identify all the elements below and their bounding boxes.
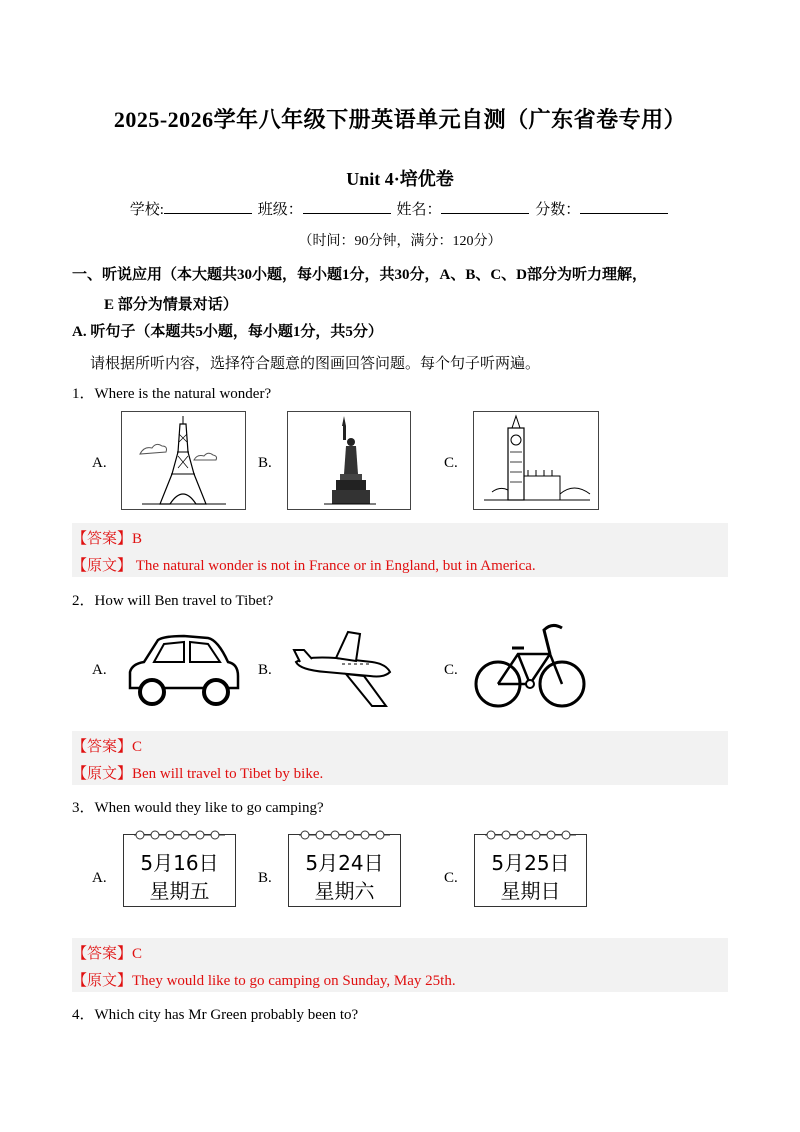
instruction-text: 请根据所听内容，选择符合题意的图画回答问题。每个句子听两遍。 — [90, 356, 541, 372]
option-label: C. — [444, 455, 458, 471]
source-label: 【原文】 — [72, 766, 133, 782]
class-blank[interactable] — [303, 199, 391, 214]
source-line — [72, 969, 456, 990]
question-text: How will Ben travel to Tibet? — [94, 593, 274, 609]
student-info-line — [0, 198, 800, 219]
section-heading-line2: E 部分为情景对话） — [104, 297, 238, 313]
page-title: 2025-2026学年八年级下册英语单元自测（广东省卷专用） — [113, 107, 687, 132]
source-text: The natural wonder is not in France or in England, but in America. — [135, 558, 536, 574]
option-label: A. — [92, 870, 107, 886]
answer-line — [72, 942, 142, 963]
bicycle-icon — [472, 620, 588, 714]
calendar-weekday: 星期六 — [314, 879, 375, 903]
calendar-rings-icon — [134, 828, 225, 842]
question-4 — [72, 1003, 358, 1024]
calendar-weekday: 星期五 — [149, 879, 210, 903]
question-number: 1． — [72, 386, 95, 402]
answer-label: 【答案】 — [72, 739, 133, 755]
calendar-icon — [123, 834, 236, 907]
source-line — [72, 554, 536, 575]
question-number: 4． — [72, 1007, 95, 1023]
airplane-icon — [286, 628, 398, 710]
source-label: 【原文】 — [72, 973, 133, 989]
subsection-a-heading: A. 听句子（本题共5小题，每小题1分，共5分） — [72, 324, 383, 340]
answer-label: 【答案】 — [72, 531, 133, 547]
question-text: Which city has Mr Green probably been to? — [94, 1007, 359, 1023]
name-blank[interactable] — [441, 199, 529, 214]
question-2 — [72, 589, 273, 610]
source-text: They would like to go camping on Sunday, May 25th. — [132, 973, 456, 989]
school-label: 学校: — [129, 202, 164, 218]
option-label: A. — [92, 455, 107, 471]
score-label: 分数： — [535, 202, 581, 218]
calendar-date: 5月16日 — [140, 851, 219, 875]
big-ben-icon — [473, 411, 599, 510]
answer-value: C — [132, 739, 143, 755]
option-label: B. — [258, 455, 272, 471]
question-3 — [72, 796, 324, 817]
eiffel-tower-icon — [121, 411, 246, 510]
answer-line — [72, 527, 142, 548]
option-label: C. — [444, 662, 458, 678]
answer-line — [72, 735, 142, 756]
section-heading — [72, 260, 732, 320]
source-line — [72, 762, 323, 783]
option-label: A. — [92, 662, 107, 678]
name-label: 姓名： — [396, 202, 442, 218]
option-label: B. — [258, 870, 272, 886]
school-blank[interactable] — [164, 199, 252, 214]
answer-value: B — [132, 531, 143, 547]
unit-title: Unit 4·培优卷 — [346, 169, 454, 189]
calendar-icon — [474, 834, 587, 907]
calendar-rings-icon — [485, 828, 576, 842]
option-label: C. — [444, 870, 458, 886]
question-text: Where is the natural wonder? — [94, 386, 272, 402]
question-number: 3． — [72, 800, 95, 816]
statue-of-liberty-icon — [287, 411, 411, 510]
question-text: When would they like to go camping? — [94, 800, 324, 816]
calendar-weekday: 星期日 — [500, 879, 561, 903]
calendar-date: 5月24日 — [305, 851, 384, 875]
answer-box — [72, 938, 728, 992]
question-1 — [72, 382, 271, 403]
calendar-rings-icon — [299, 828, 390, 842]
question-number: 2． — [72, 593, 95, 609]
calendar-date: 5月25日 — [491, 851, 570, 875]
class-label: 班级： — [257, 202, 303, 218]
source-label: 【原文】 — [72, 558, 133, 574]
option-label: B. — [258, 662, 272, 678]
answer-box — [72, 731, 728, 785]
score-blank[interactable] — [580, 199, 668, 214]
section-heading-line1: 一、听说应用（本大题共30小题，每小题1分，共30分，A、B、C、D部分为听力理解， — [72, 267, 648, 283]
time-info: （时间：90分钟，满分：120分） — [298, 234, 502, 249]
source-text: Ben will travel to Tibet by bike. — [132, 766, 324, 782]
calendar-icon — [288, 834, 401, 907]
answer-label: 【答案】 — [72, 946, 133, 962]
car-icon — [124, 634, 242, 712]
answer-box — [72, 523, 728, 577]
answer-value: C — [132, 946, 143, 962]
